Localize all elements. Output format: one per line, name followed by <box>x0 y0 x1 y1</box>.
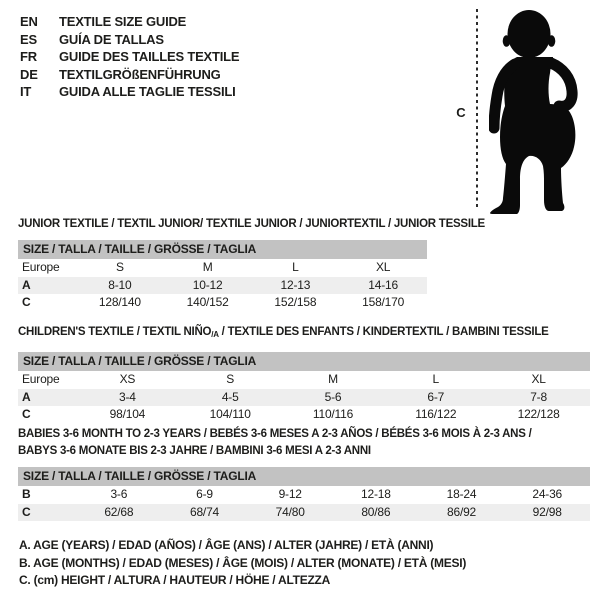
cell-value: 3-4 <box>119 389 136 404</box>
language-code: IT <box>20 84 32 100</box>
table-row <box>18 486 590 504</box>
cell-value: 86/92 <box>447 504 477 519</box>
cell-value: 62/68 <box>104 504 134 519</box>
legend-line: B. AGE (MONTHS) / EDAD (MESES) / ÂGE (MOIS) / ALTER (MONATE) / ETÀ (MESI) <box>19 555 467 570</box>
cell-value: 122/128 <box>517 407 560 421</box>
title-text: / TEXTILE DES ENFANTS / KINDERTEXTIL / BAMBINI TESSILE <box>218 326 549 338</box>
legend-line: C. (cm) HEIGHT / ALTURA / HAUTEUR / HÖHE / ALTEZZA <box>19 573 331 588</box>
table-title-line <box>18 443 590 460</box>
cell-value: XL <box>531 372 546 386</box>
table-title <box>18 216 485 233</box>
cell-value: 110/116 <box>312 407 354 421</box>
table-row <box>18 277 427 295</box>
table-row <box>18 371 590 389</box>
table-row <box>18 294 427 312</box>
cell-value: 140/152 <box>186 295 229 309</box>
row-label: A <box>22 389 31 404</box>
title-subscript: /A <box>211 330 219 339</box>
cell-value: S <box>115 260 124 274</box>
language-label: TEXTILE SIZE GUIDE <box>59 14 187 29</box>
row-label: C <box>22 407 31 421</box>
cell-value: 98/104 <box>109 407 146 421</box>
cell-value: 9-12 <box>278 487 302 501</box>
babies-textile-section <box>18 426 590 521</box>
table-title <box>18 426 590 460</box>
table-title-line <box>18 426 590 443</box>
baby-silhouette-icon <box>489 7 594 214</box>
table-row <box>18 504 590 522</box>
cell-value: M <box>202 260 213 274</box>
language-row <box>20 66 239 84</box>
cell-value: L <box>432 372 440 386</box>
language-label: GUIDA ALLE TAGLIE TESSILI <box>59 84 236 100</box>
row-label: Europe <box>22 372 60 386</box>
language-code: ES <box>20 31 37 47</box>
language-row <box>20 13 239 31</box>
title-text: BABYS 3-6 MONATE BIS 2-3 JAHRE / BAMBINI 3-6 MESI A 2-3 ANNI <box>18 445 371 457</box>
table-title-line <box>18 216 485 233</box>
table-row <box>18 259 427 277</box>
cell-value: 92/98 <box>532 504 562 519</box>
table-rows <box>18 371 590 424</box>
cell-value: 24-36 <box>532 487 563 501</box>
cell-value: 4-5 <box>221 389 239 404</box>
size-header-row: SIZE / TALLA / TAILLE / GRÖSSE / TAGLIA <box>18 240 427 259</box>
cell-value: M <box>328 372 338 386</box>
cell-value: 152/158 <box>274 295 317 309</box>
cell-value: 104/110 <box>209 407 251 421</box>
table-row <box>18 406 590 424</box>
cell-value: L <box>292 260 299 274</box>
language-code: EN <box>20 14 38 29</box>
language-row <box>20 31 239 49</box>
cell-value: 6-9 <box>196 487 213 501</box>
language-code: DE <box>20 66 38 82</box>
size-table <box>18 352 590 424</box>
cell-value: 7-8 <box>530 389 547 404</box>
legend-line: A. AGE (YEARS) / EDAD (AÑOS) / ÂGE (ANS) / ALTER (JAHRE) / ETÀ (ANNI) <box>19 538 434 552</box>
cell-value: 74/80 <box>275 504 305 519</box>
cell-value: S <box>226 372 235 386</box>
table-title-line <box>18 324 590 343</box>
cell-value: 12-13 <box>280 277 311 292</box>
language-row <box>20 83 239 101</box>
title-text: CHILDREN'S TEXTILE / TEXTIL NIÑO <box>18 326 212 338</box>
cell-value: 18-24 <box>446 487 477 501</box>
row-label: B <box>22 487 31 501</box>
cell-value: 10-12 <box>192 277 223 292</box>
language-label: GUÍA DE TALLAS <box>59 31 164 47</box>
cell-value: 68/74 <box>189 504 220 519</box>
title-text: JUNIOR TEXTILE / TEXTIL JUNIOR/ TEXTILE JUNIOR / JUNIORTEXTIL / JUNIOR TESSILE <box>18 218 485 230</box>
row-label: A <box>22 277 31 292</box>
cell-value: XS <box>119 372 136 386</box>
title-text: BABIES 3-6 MONTH TO 2-3 YEARS / BEBÉS 3-6 MESES A 2-3 AÑOS / BÉBÉS 3-6 MOIS À 2-3 ANS / <box>18 428 532 440</box>
row-label: C <box>22 504 31 519</box>
table-rows <box>18 259 427 312</box>
height-measure-label: C <box>456 105 466 120</box>
row-label: Europe <box>22 260 60 274</box>
language-label: GUIDE DES TAILLES TEXTILE <box>59 49 240 65</box>
size-table <box>18 240 427 312</box>
junior-textile-section <box>18 216 485 312</box>
language-row <box>20 48 239 66</box>
table-title <box>18 324 590 343</box>
size-header-row: SIZE / TALLA / TAILLE / GRÖSSE / TAGLIA <box>18 467 590 486</box>
size-header-row: SIZE / TALLA / TAILLE / GRÖSSE / TAGLIA <box>18 352 590 371</box>
table-row <box>18 389 590 407</box>
language-label: TEXTILGRÖßENFÜHRUNG <box>59 66 221 82</box>
row-label: C <box>22 295 31 309</box>
cell-value: 116/122 <box>415 407 457 421</box>
language-code: FR <box>20 49 37 65</box>
cell-value: 128/140 <box>98 295 141 309</box>
cell-value: 158/170 <box>362 295 405 309</box>
cell-value: 14-16 <box>368 277 398 292</box>
cell-value: 3-6 <box>110 487 128 501</box>
cell-value: 80/86 <box>361 504 391 519</box>
cell-value: 8-10 <box>108 277 132 292</box>
cell-value: 5-6 <box>324 389 342 404</box>
language-list <box>20 13 239 101</box>
cell-value: XL <box>375 260 391 274</box>
height-measure-line <box>476 9 478 208</box>
childrens-textile-section <box>18 324 590 424</box>
cell-value: 12-18 <box>361 487 391 501</box>
size-table <box>18 467 590 521</box>
legend <box>19 537 466 590</box>
table-rows <box>18 486 590 521</box>
cell-value: 6-7 <box>427 389 445 404</box>
